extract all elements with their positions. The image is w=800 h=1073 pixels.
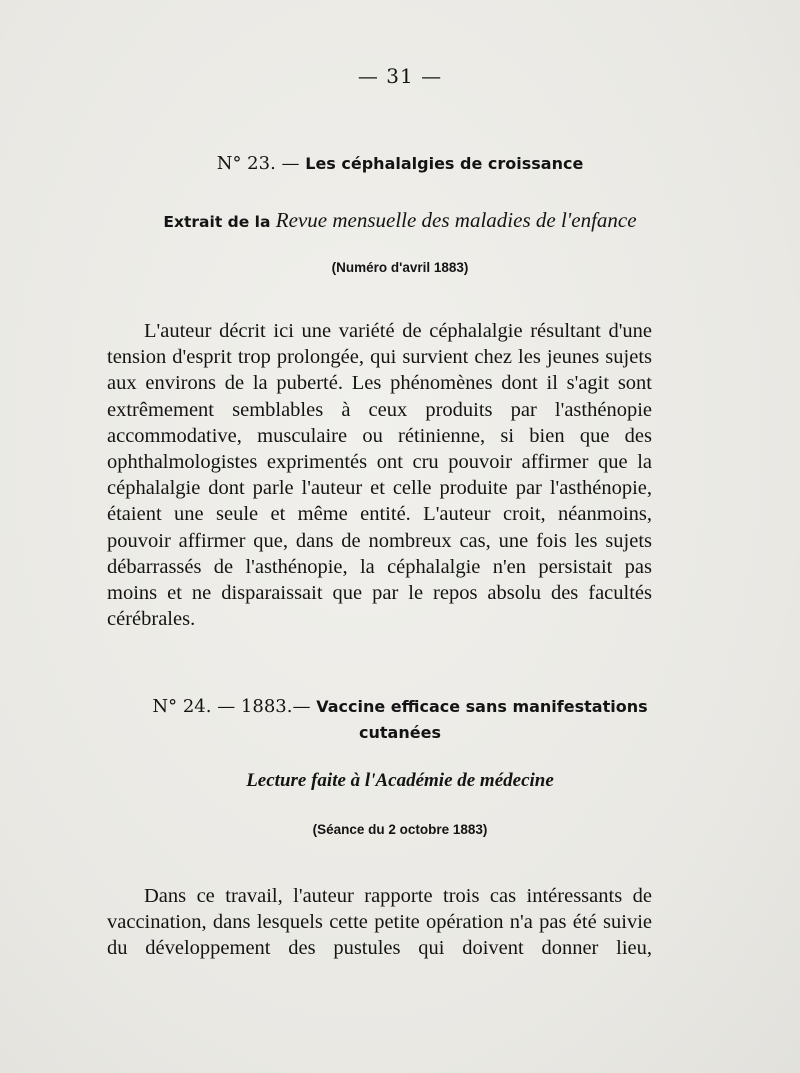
entry-23-issue: (Numéro d'avril 1883)	[331, 260, 469, 275]
entry-24-number: N° 24.	[152, 696, 212, 717]
entry-24-heading	[0, 694, 800, 746]
page-number: — 31 —	[357, 64, 443, 88]
entry-24-year: — 1883.—	[211, 696, 317, 717]
entry-23-source-prefix: Extrait de la	[163, 213, 276, 231]
entry-23-source-journal: Revue mensuelle des maladies de l'enfance	[275, 208, 637, 232]
entry-24-title-line2: cutanées	[359, 723, 441, 742]
entry-24-paragraph: Dans ce travail, l'auteur rapporte trois cas intéressants de vaccination, dans lesquels cette petite opération n'a pas été suivie du développement des pustules qui doivent donner lieu,	[107, 885, 652, 960]
entry-23-dash: —	[275, 153, 306, 174]
entry-24-heading-line1	[0, 694, 800, 720]
entry-23-paragraph: L'auteur décrit ici une variété de céphalalgie résultant d'une tension d'esprit trop prolongée, qui survient chez les jeunes sujets aux environs de la puberté. Les phénomènes dont il s'agit sont extrêmement semblables à ceux produits par l'asthénopie accommodative, musculaire ou rétinienne, si bien que des ophthalmologistes exprimentés ont cru pouvoir affirmer que la céphalalgie dont parle l'auteur et celle produite par l'asthénopie, étaient une seule et même entité. L'auteur croit, néanmoins, pouvoir affirmer que, dans de nombreux cas, une fois les sujets débarrassés de l'asthénopie, la céphalalgie n'en persistait pas moins et ne disparaissait que par le repos absolu des facultés cérébrales.	[107, 320, 652, 631]
entry-23-source	[0, 208, 800, 233]
entry-23-heading	[0, 152, 800, 176]
entry-24-lecture: Lecture faite à l'Académie de médecine	[246, 770, 554, 791]
entry-24-session: (Séance du 2 octobre 1883)	[312, 822, 488, 837]
entry-24-title-line1: Vaccine efficace sans manifestations	[316, 697, 648, 716]
entry-23-title: Les céphalalgies de croissance	[305, 154, 584, 173]
entry-23-number: N° 23.	[216, 153, 276, 174]
